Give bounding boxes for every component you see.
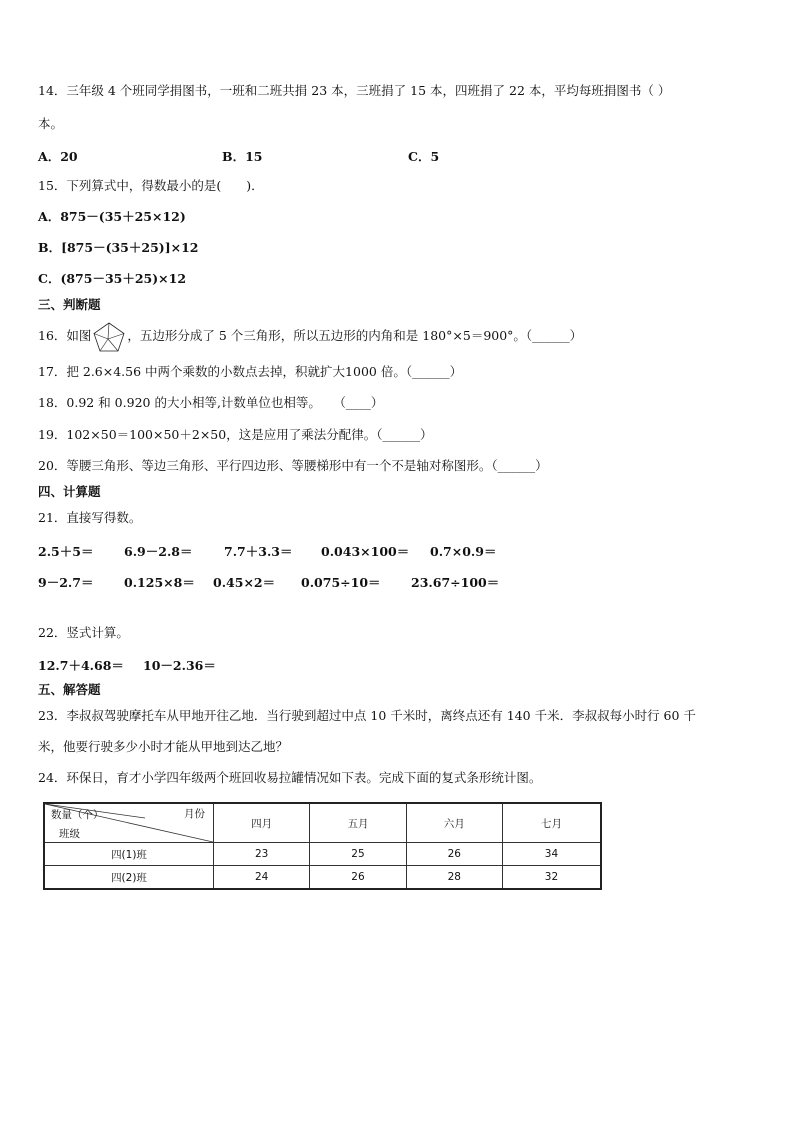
q22-item: 12.7＋4.68＝ <box>38 658 124 673</box>
question-19: 19．102×50＝100×50＋2×50，这是应用了乘法分配律。（______） <box>38 427 433 442</box>
class-label: 四(1)班 <box>44 843 214 866</box>
table-cell: 32 <box>502 866 601 890</box>
corner-month-label: 月份 <box>184 808 205 820</box>
class-label: 四(2)班 <box>44 866 214 890</box>
question-14-line-1: 14．三年级 4 个班同学捐图书，一班和二班共捐 23 本，三班捐了 15 本，四班捐了 22 本，平均每班捐图书（ ） <box>38 83 671 98</box>
q21-item: 23.67÷100＝ <box>411 575 500 590</box>
q14-option-a: A．20 <box>38 149 78 164</box>
question-16-before: 16．如图 <box>38 328 92 343</box>
table-cell: 26 <box>310 866 406 890</box>
question-18: 18．0.92 和 0.920 的大小相等,计数单位也相等。 （____） <box>38 395 384 410</box>
q22-item: 10－2.36＝ <box>143 658 216 673</box>
q21-item: 9－2.7＝ <box>38 575 94 590</box>
table-cell: 34 <box>502 843 601 866</box>
question-16 <box>38 321 582 352</box>
section-heading-calculation: 四、计算题 <box>38 484 101 499</box>
table-row <box>44 866 601 890</box>
q15-option-c: C．(875－35＋25)×12 <box>38 271 187 286</box>
q21-item: 0.075÷10＝ <box>301 575 381 590</box>
q21-item: 0.45×2＝ <box>213 575 276 590</box>
question-21-stem: 21．直接写得数。 <box>38 510 142 525</box>
table-cell: 23 <box>214 843 310 866</box>
question-16-after: ，五边形分成了 5 个三角形，所以五边形的内角和是 180°×5＝900°。（______） <box>127 328 583 343</box>
table-header-row <box>44 803 601 843</box>
q21-item: 2.5＋5＝ <box>38 544 94 559</box>
q14-option-c: C．5 <box>408 149 440 164</box>
q21-item: 7.7＋3.3＝ <box>224 544 293 559</box>
q21-item: 0.7×0.9＝ <box>430 544 497 559</box>
section-heading-word-problems: 五、解答题 <box>38 682 101 697</box>
question-23-line-2: 米，他要行驶多少小时才能从甲地到达乙地？ <box>38 739 289 754</box>
table-corner-cell <box>44 803 214 843</box>
q21-item: 0.125×8＝ <box>124 575 195 590</box>
table-cell: 28 <box>406 866 502 890</box>
corner-quantity-label: 数量（个） <box>51 809 104 821</box>
q14-option-b: B．15 <box>222 149 263 164</box>
table-row <box>44 843 601 866</box>
table-cell: 26 <box>406 843 502 866</box>
q21-item: 0.043×100＝ <box>321 544 410 559</box>
q21-item: 6.9－2.8＝ <box>124 544 193 559</box>
question-17: 17．把 2.6×4.56 中两个乘数的小数点去掉，积就扩大1000 倍。（______） <box>38 364 463 379</box>
pentagon-diagram <box>93 322 125 352</box>
q15-option-b: B．[875－(35＋25)]×12 <box>38 240 199 255</box>
table-cell: 24 <box>214 866 310 890</box>
month-header: 六月 <box>406 803 502 843</box>
question-15-stem: 15．下列算式中，得数最小的是( )． <box>38 178 264 193</box>
question-24-stem: 24．环保日，育才小学四年级两个班回收易拉罐情况如下表。完成下面的复式条形统计图。 <box>38 770 542 785</box>
q15-option-a: A．875－(35＋25×12) <box>38 209 186 224</box>
question-20: 20．等腰三角形、等边三角形、平行四边形、等腰梯形中有一个不是轴对称图形。（______） <box>38 458 548 473</box>
recycling-data-table <box>43 802 602 890</box>
table-cell: 25 <box>310 843 406 866</box>
month-header: 七月 <box>502 803 601 843</box>
section-heading-judgement: 三、判断题 <box>38 297 101 312</box>
question-23-line-1: 23．李叔叔驾驶摩托车从甲地开往乙地．当行驶到超过中点 10 千米时，离终点还有 140 千米．李叔叔每小时行 60 千 <box>38 708 696 723</box>
month-header: 五月 <box>310 803 406 843</box>
question-14-line-2: 本。 <box>38 116 64 131</box>
corner-class-label: 班级 <box>59 828 80 840</box>
question-22-stem: 22．竖式计算。 <box>38 625 129 640</box>
month-header: 四月 <box>214 803 310 843</box>
